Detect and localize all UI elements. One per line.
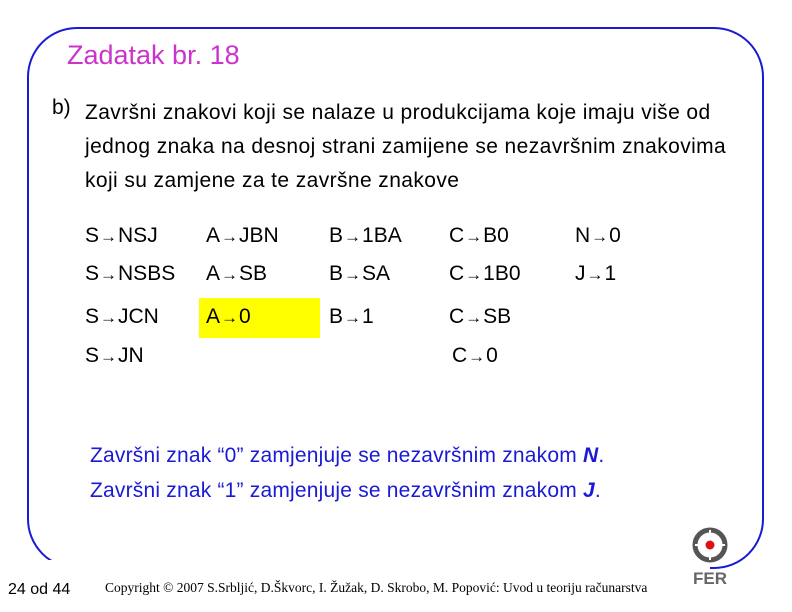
production-s-4: S→JN <box>85 344 144 367</box>
fer-logo <box>688 527 732 589</box>
arrow-icon: → <box>221 227 239 246</box>
production-c-4: C→0 <box>452 344 498 367</box>
production-b-3: B→1 <box>329 305 374 328</box>
production-a-2: A→SB <box>206 262 268 285</box>
production-j: J→1 <box>575 262 617 285</box>
production-b-2: B→SA <box>329 262 391 285</box>
arrow-icon: → <box>100 265 118 284</box>
arrow-icon: → <box>221 308 239 327</box>
arrow-icon: → <box>100 308 118 327</box>
page-number: 24 od 44 <box>8 581 71 598</box>
production-c-2: C→1B0 <box>449 262 521 285</box>
copyright-text: Copyright © 2007 S.Srbljić, D.Škvorc, I. Žužak, D. Skrobo, M. Popović: Uvod u teoriju računarstva <box>105 580 648 595</box>
production-s-3: S→JCN <box>85 305 159 328</box>
bullet-marker: b) <box>52 96 71 119</box>
note-line-2: Završni znak “1” zamjenjuje se nezavršnim znakom J. <box>90 479 601 502</box>
note-line-1: Završni znak “0” zamjenjuje se nezavršnim znakom N. <box>90 444 605 467</box>
frame-gap <box>20 560 710 580</box>
arrow-icon: → <box>591 227 609 246</box>
arrow-icon: → <box>465 265 483 284</box>
production-c-1: C→B0 <box>449 224 509 247</box>
arrow-icon: → <box>586 265 604 284</box>
arrow-icon: → <box>100 227 118 246</box>
production-s-2: S→NSBS <box>85 262 176 285</box>
arrow-icon: → <box>465 308 483 327</box>
production-s-1: S→NSJ <box>85 224 158 247</box>
production-c-3: C→SB <box>449 305 512 328</box>
task-paragraph: Završni znakovi koji se nalaze u produkcijama koje imaju više od jednog znaka na desnoj strani zamijene se nezavršnim znakovima koji su zamjene za te završne znakove <box>85 101 727 192</box>
production-a-3: A→0 <box>206 305 251 328</box>
production-a-1: A→JBN <box>206 224 279 247</box>
arrow-icon: → <box>344 308 362 327</box>
slide-title: Zadatak br. 18 <box>67 40 240 70</box>
arrow-icon: → <box>468 347 486 366</box>
production-n: N→0 <box>575 224 621 247</box>
arrow-icon: → <box>344 227 362 246</box>
arrow-icon: → <box>221 265 239 284</box>
production-b-1: B→1BA <box>329 224 402 247</box>
svg-text:FER: FER <box>693 569 727 588</box>
arrow-icon: → <box>465 227 483 246</box>
arrow-icon: → <box>344 265 362 284</box>
arrow-icon: → <box>100 347 118 366</box>
